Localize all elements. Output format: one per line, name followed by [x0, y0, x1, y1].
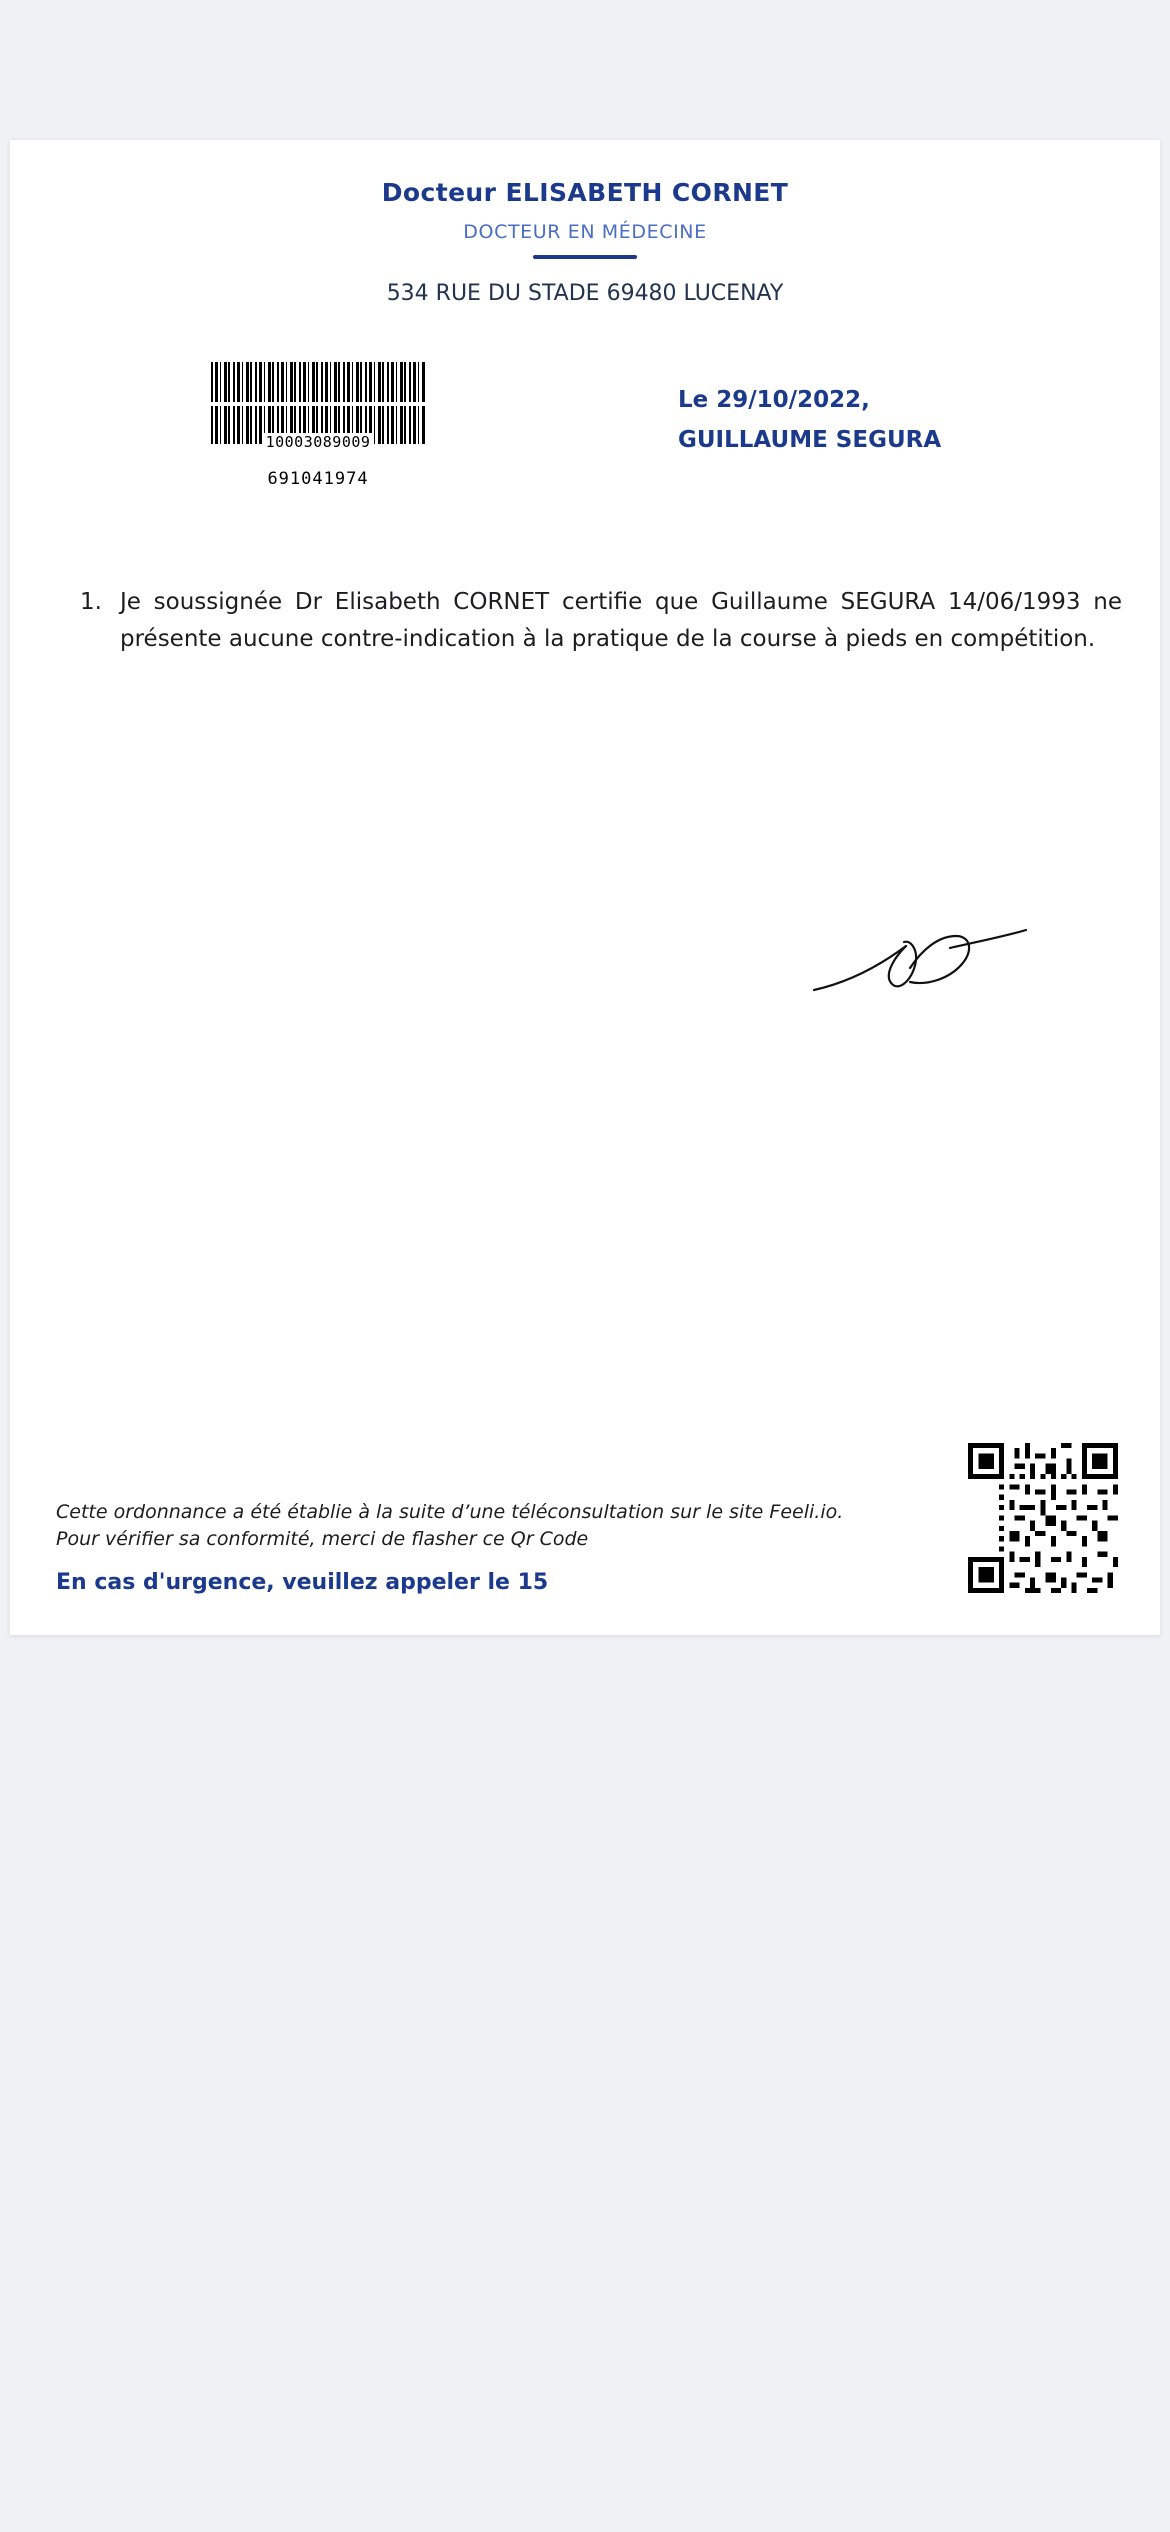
- doctor-subtitle: DOCTEUR EN MÉDECINE: [463, 221, 707, 243]
- prescription-document: [10, 140, 1160, 1635]
- list-item-text: Je soussignée Dr Elisabeth CORNET certifie que Guillaume SEGURA 14/06/1993 ne présente aucune contre-indication à la pratique de la course à pieds en compétition.: [120, 589, 1122, 653]
- doctor-address: 534 RUE DU STADE 69480 LUCENAY: [386, 281, 784, 306]
- qr-code-icon: [968, 1443, 1118, 1593]
- document-header: [10, 140, 1160, 306]
- footer-text-block: [56, 1499, 886, 1595]
- barcode-icon: [211, 362, 425, 402]
- prescription-list: [10, 584, 1160, 659]
- header-divider: [533, 255, 637, 259]
- emergency-notice: En cas d'urgence, veuillez appeler le 15: [56, 1570, 549, 1595]
- barcode-and-meta-row: [10, 362, 1160, 532]
- patient-name: GUILLAUME SEGURA: [678, 427, 942, 454]
- handwritten-signature: [810, 920, 1030, 1030]
- list-item: [10, 584, 1160, 659]
- barcode-block: [208, 362, 428, 489]
- prescription-date: Le 29/10/2022,: [678, 387, 870, 413]
- document-footer: [10, 1443, 1160, 1595]
- barcode-inline-number: 10003089009: [265, 433, 371, 451]
- date-and-patient-block: [678, 380, 941, 461]
- barcode-caption: 691041974: [267, 469, 369, 489]
- list-item-number: 1.: [80, 589, 102, 615]
- footer-note: Cette ordonnance a été établie à la suite d’une téléconsultation sur le site Feeli.io. Pour vérifier sa conformité, merci de flasher ce Qr Code: [56, 1500, 844, 1551]
- doctor-name: Docteur ELISABETH CORNET: [381, 178, 789, 207]
